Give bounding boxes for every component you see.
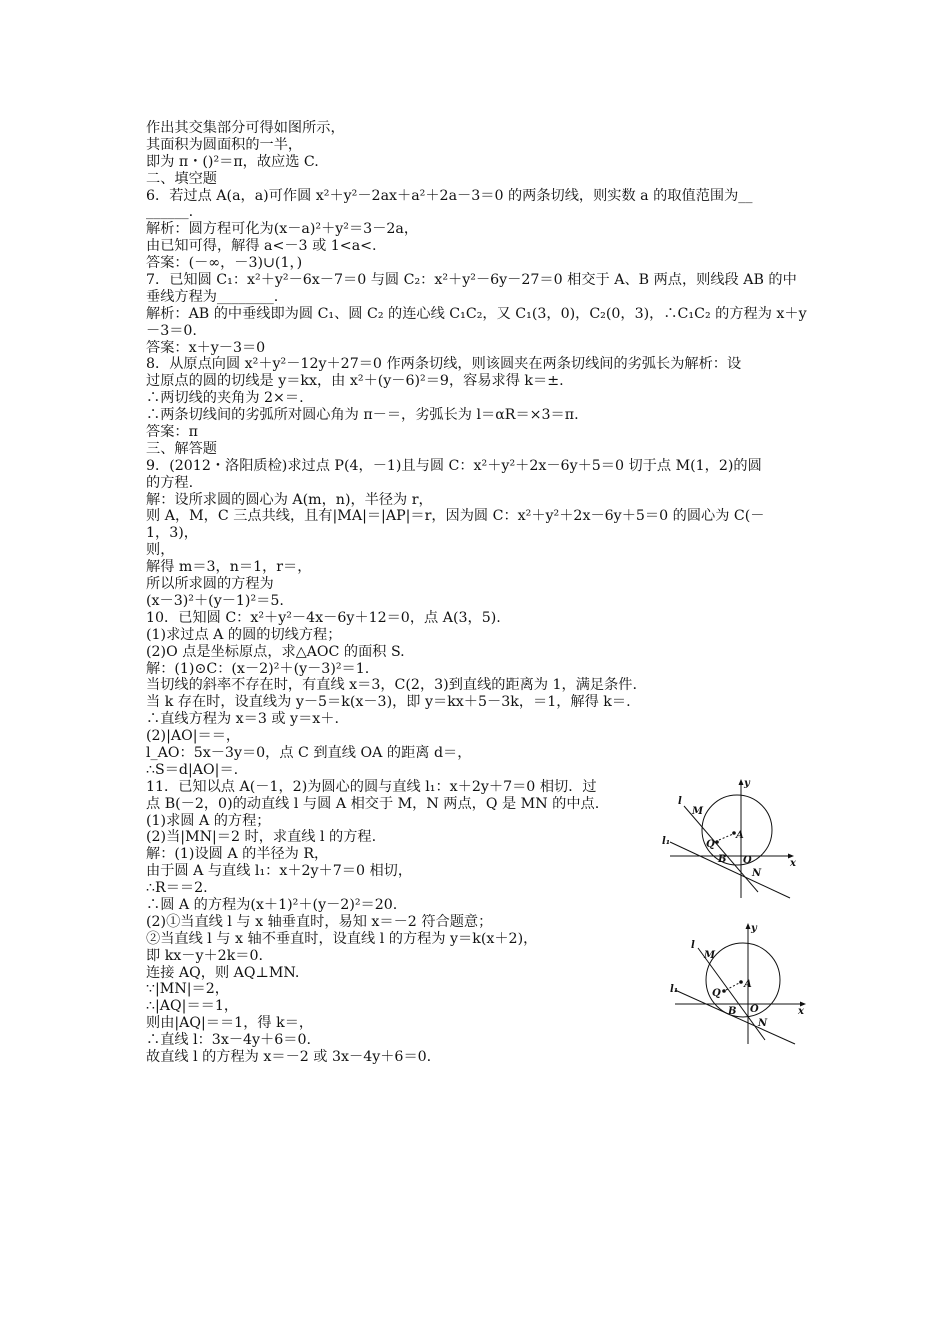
label-l: l bbox=[691, 940, 695, 951]
label-o: O bbox=[750, 1004, 759, 1015]
label-l1: l₁ bbox=[670, 984, 679, 995]
text-line: 点 B(－2，0)的动直线 l 与圆 A 相交于 M，N 两点，Q 是 MN 的中点. bbox=[146, 795, 600, 812]
text-line: 连接 AQ，则 AQ⊥MN. bbox=[146, 964, 300, 981]
text-line: 解：设所求圆的圆心为 A(m，n)，半径为 r， bbox=[146, 491, 433, 508]
label-b: B bbox=[728, 1006, 737, 1017]
text-line: ∴两切线的夹角为 2×＝. bbox=[146, 390, 304, 407]
text-line: (2)|AO|＝＝， bbox=[146, 728, 241, 745]
text-line: 答案：π bbox=[146, 424, 198, 441]
text-line: 即为 π・()²＝π，故应选 C. bbox=[146, 153, 319, 170]
text-line: 8．从原点向圆 x²＋y²－12y＋27＝0 作两条切线，则该圆夹在两条切线间的劣弧长为解析：设 bbox=[146, 356, 742, 373]
text-line: (1)求过点 A 的圆的切线方程； bbox=[146, 626, 342, 643]
text-line: (2)当|MN|＝2 时，求直线 l 的方程. bbox=[146, 829, 377, 846]
label-q: Q bbox=[712, 988, 721, 999]
text-line: 由已知可得，解得 a<－3 或 1<a<. bbox=[146, 238, 377, 255]
text-line: 当 k 存在时，设直线为 y－5＝k(x－3)，即 y＝kx＋5－3k，＝1，解得 k＝. bbox=[146, 694, 631, 711]
label-x: x bbox=[798, 1006, 804, 1017]
text-line: 则， bbox=[146, 542, 175, 559]
geometry-figure-1 bbox=[660, 772, 800, 902]
label-x: x bbox=[790, 858, 796, 869]
text-line: ∴S＝d|AO|＝. bbox=[146, 761, 239, 778]
text-line: 解：(1)设圆 A 的半径为 R， bbox=[146, 846, 329, 863]
text-line: 垂线方程为________. bbox=[146, 288, 279, 305]
text-line: 由于圆 A 与直线 l₁：x＋2y＋7＝0 相切， bbox=[146, 863, 413, 880]
label-b: B bbox=[718, 854, 727, 865]
label-l1: l₁ bbox=[662, 836, 671, 847]
text-line: 10．已知圆 C：x²＋y²－4x－6y＋12＝0，点 A(3，5). bbox=[146, 609, 501, 626]
text-line: 7．已知圆 C₁：x²＋y²－6x－7＝0 与圆 C₂：x²＋y²－6y－27＝0 相交于 A、B 两点，则线段 AB 的中 bbox=[146, 272, 797, 289]
text-line: ∴直线方程为 x＝3 或 y＝x＋. bbox=[146, 711, 339, 728]
label-l: l bbox=[678, 796, 682, 807]
text-line: 答案：x＋y－3＝0 bbox=[146, 339, 266, 356]
text-line: ∴圆 A 的方程为(x＋1)²＋(y－2)²＝20. bbox=[146, 896, 398, 913]
text-line: 1，3)， bbox=[146, 525, 198, 542]
line-l1 bbox=[670, 842, 790, 898]
text-line: 三、解答题 bbox=[146, 440, 217, 457]
text-line: 即 kx－y＋2k＝0. bbox=[146, 947, 264, 964]
text-line: ∵|MN|＝2， bbox=[146, 981, 229, 998]
text-line: 作出其交集部分可得如图所示， bbox=[146, 120, 345, 136]
text-line: (1)求圆 A 的方程； bbox=[146, 812, 271, 829]
text-line: l_AO：5x－3y＝0，点 C 到直线 OA 的距离 d＝， bbox=[146, 744, 472, 761]
point-q bbox=[715, 840, 719, 844]
label-a: A bbox=[736, 830, 744, 841]
line-l bbox=[698, 948, 765, 1040]
label-q: Q bbox=[706, 839, 715, 850]
text-line: 则由|AQ|＝＝1，得 k＝， bbox=[146, 1015, 314, 1032]
text-line: 其面积为圆面积的一半， bbox=[146, 136, 303, 153]
text-line: 11．已知以点 A(－1，2)为圆心的圆与直线 l₁：x＋2y＋7＝0 相切．过 bbox=[146, 778, 597, 795]
text-line: 则 A，M，C 三点共线，且有|MA|＝|AP|＝r，因为圆 C：x²＋y²＋2x－6y＋5＝0 的圆心为 C(－ bbox=[146, 508, 765, 525]
text-line: 当切线的斜率不存在时，有直线 x＝3，C(2，3)到直线的距离为 1，满足条件. bbox=[146, 677, 638, 694]
label-m: M bbox=[692, 806, 704, 817]
text-line: (2)O 点是坐标原点，求△AOC 的面积 S. bbox=[146, 643, 405, 660]
text-line: 的方程. bbox=[146, 474, 194, 491]
text-line: 解析：圆方程可化为(x－a)²＋y²＝3－2a， bbox=[146, 221, 419, 238]
y-axis-arrow-icon bbox=[746, 923, 751, 929]
text-line: 解得 m＝3，n＝1，r＝， bbox=[146, 559, 312, 576]
text-line: ∴|AQ|＝＝1， bbox=[146, 998, 239, 1015]
point-q bbox=[722, 989, 726, 993]
text-line: 解：(1)⊙C：(x－2)²＋(y－3)²＝1. bbox=[146, 660, 370, 677]
label-n: N bbox=[758, 1018, 768, 1029]
text-line: 答案：(－∞，－3)∪(1，) bbox=[146, 255, 303, 272]
text-line: (x－3)²＋(y－1)²＝5. bbox=[146, 592, 284, 609]
segment-aq bbox=[719, 834, 733, 840]
geometry-figure-2 bbox=[670, 918, 810, 1048]
text-line: 二、填空题 bbox=[146, 170, 217, 187]
point-a bbox=[739, 980, 743, 984]
label-o: O bbox=[743, 855, 752, 866]
text-line: ∴直线 l：3x－4y＋6＝0. bbox=[146, 1032, 311, 1049]
text-line: －3＝0. bbox=[146, 322, 197, 339]
text-line: 解析：AB 的中垂线即为圆 C₁、圆 C₂ 的连心线 C₁C₂，又 C₁(3，0)，C₂(0，3)，∴C₁C₂ 的方程为 x＋y bbox=[146, 305, 807, 322]
text-line: 过原点的圆的切线是 y＝kx，由 x²＋(y－6)²＝9，容易求得 k＝±. bbox=[146, 373, 564, 390]
text-line: ∴R＝＝2. bbox=[146, 880, 208, 897]
label-n: N bbox=[752, 868, 762, 879]
label-m: M bbox=[704, 950, 716, 961]
y-axis-arrow-icon bbox=[739, 779, 744, 785]
line-l bbox=[684, 806, 758, 892]
text-line: (2)①当直线 l 与 x 轴垂直时，易知 x＝－2 符合题意； bbox=[146, 913, 493, 930]
text-line: 所以所求圆的方程为 bbox=[146, 576, 274, 593]
label-a: A bbox=[744, 979, 752, 990]
label-y: y bbox=[744, 778, 750, 789]
text-line: 9．(2012・洛阳质检)求过点 P(4，－1)且与圆 C：x²＋y²＋2x－6y＋5＝0 切于点 M(1，2)的圆 bbox=[146, 457, 762, 474]
text-line: ②当直线 l 与 x 轴不垂直时，设直线 l 的方程为 y＝k(x＋2)， bbox=[146, 930, 538, 947]
text-line: 6．若过点 A(a，a)可作圆 x²＋y²－2ax＋a²＋2a－3＝0 的两条切线，则实数 a 的取值范围为__ bbox=[146, 187, 753, 204]
text-line: ______. bbox=[146, 204, 194, 221]
circle-a bbox=[706, 943, 780, 1017]
label-y: y bbox=[751, 923, 757, 934]
text-line: ∴两条切线间的劣弧所对圆心角为 π－＝，劣弧长为 l＝αR＝×3＝π. bbox=[146, 407, 579, 424]
text-line: 故直线 l 的方程为 x＝－2 或 3x－4y＋6＝0. bbox=[146, 1048, 432, 1065]
